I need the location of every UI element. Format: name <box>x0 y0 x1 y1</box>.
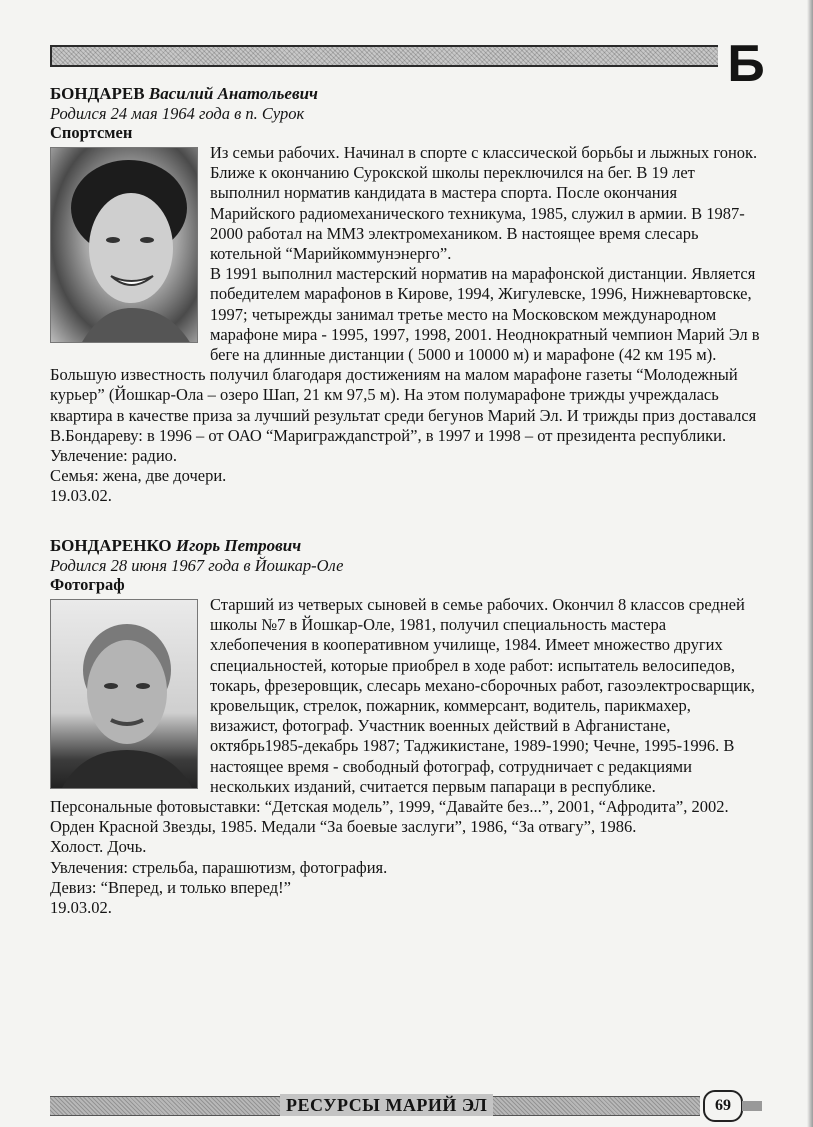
bio-exhibitions: Персональные фотовыставки: “Детская модель”, 1999, “Давайте без...”, 2001, “Афродита”, 2002. <box>50 797 729 817</box>
entry-bondarev <box>50 84 760 507</box>
bio-date: 19.03.02. <box>50 898 112 918</box>
entry-name <box>50 536 760 556</box>
portrait-photo <box>50 599 198 789</box>
footer-tail <box>742 1101 762 1111</box>
entry-role: Фотограф <box>50 575 125 594</box>
page-number: 69 <box>703 1090 743 1122</box>
header-band <box>50 45 725 67</box>
entry-birth: Родился 28 июня 1967 года в Йошкар-Оле <box>50 556 344 575</box>
entry-role: Спортсмен <box>50 123 133 142</box>
portrait-photo <box>50 147 198 343</box>
bio-awards: Орден Красной Звезды, 1985. Медали “За боевые заслуги”, 1986, “За отвагу”, 1986. <box>50 817 637 837</box>
bio-date: 19.03.02. <box>50 486 112 506</box>
entry-surname: БОНДАРЕНКО <box>50 536 172 555</box>
entry-given-name: Василий Анатольевич <box>148 84 318 103</box>
bio-paragraph: Старший из четверых сыновей в семье рабочих. Окончил 8 классов средней школы №7 в Йошкар-Оле, 1981, получил специальность мастера хлебопечения в кооперативном училище, 1984. Имеет множество других специальностей, которые приобрел в ходе работ: испытатель велосипедов, токарь, фрезеровщик, слесарь механо-сборочных работ, газоэлектросварщик, кровельщик, стрелок, пожарник, коммерсант, водитель, парикмахер, визажист, фотограф. Участник военных действий в Афганистане, октябрь1985-декабрь 1987; Таджикистане, 1989-1990; Чечне, 1995-1996. В настоящее время - свободный фотограф, сотрудничает с редакциями нескольких изданий, считается первым папараци в республике. <box>210 595 755 796</box>
entry-bondarenko <box>50 536 760 918</box>
bio-hobby: Увлечения: стрельба, парашютизм, фотография. <box>50 857 388 877</box>
bio-family: Холост. Дочь. <box>50 837 147 857</box>
bio-family: Семья: жена, две дочери. <box>50 466 227 486</box>
entry-given-name: Игорь Петрович <box>175 536 302 555</box>
entry-birth: Родился 24 мая 1964 года в п. Сурок <box>50 104 305 123</box>
page-edge-shadow <box>807 0 813 1127</box>
footer-title: РЕСУРСЫ МАРИЙ ЭЛ <box>280 1094 493 1116</box>
entry-surname: БОНДАРЕВ <box>50 84 145 103</box>
bio-paragraph: Из семьи рабочих. Начинал в спорте с классической борьбы и лыжных гонок. Ближе к окончанию Сурокской школы переключился на бег. В 19 лет выполнил норматив кандидата в мастера спорта. После окончания Марийского радиомеханического техникума, 1985, служил в армии. В 1987-2000 работал на ММЗ электромехаником. В настоящее время слесарь котельной “Марийкоммунэнерго”. <box>210 143 758 264</box>
entry-name <box>50 84 760 104</box>
section-letter: Б <box>718 38 774 90</box>
bio-paragraph: В 1991 выполнил мастерский норматив на марафонской дистанции. Является победителем марафонов в Кирове, 1994, Жигулевске, 1996, Нижневартовске, 1997; четырежды занимал третье место на Московском международном марафоне мира - 1995, 1997, 1998, 2001. Неоднократный чемпион Марий Эл в беге на длинные дистанции ( 5000 и 10000 м) и марафоне (42 км 195 м). Большую известность получил благодаря достижениям на малом марафоне газеты “Молодежный курьер” (Йошкар-Ола – озеро Шап, 21 км 97,5 м). На этом полумарафоне трижды учреждалась квартира в качестве приза за лучший результат среди бегунов Марий Эл. И трижды приз доставался В.Бондареву: в 1996 – от ОАО “Мариграждanстрой”, в 1997 и 1998 – от президента республики. <box>50 264 760 445</box>
bio-hobby: Увлечение: радио. <box>50 446 178 466</box>
bio-motto: Девиз: “Вперед, и только вперед!” <box>50 877 291 897</box>
